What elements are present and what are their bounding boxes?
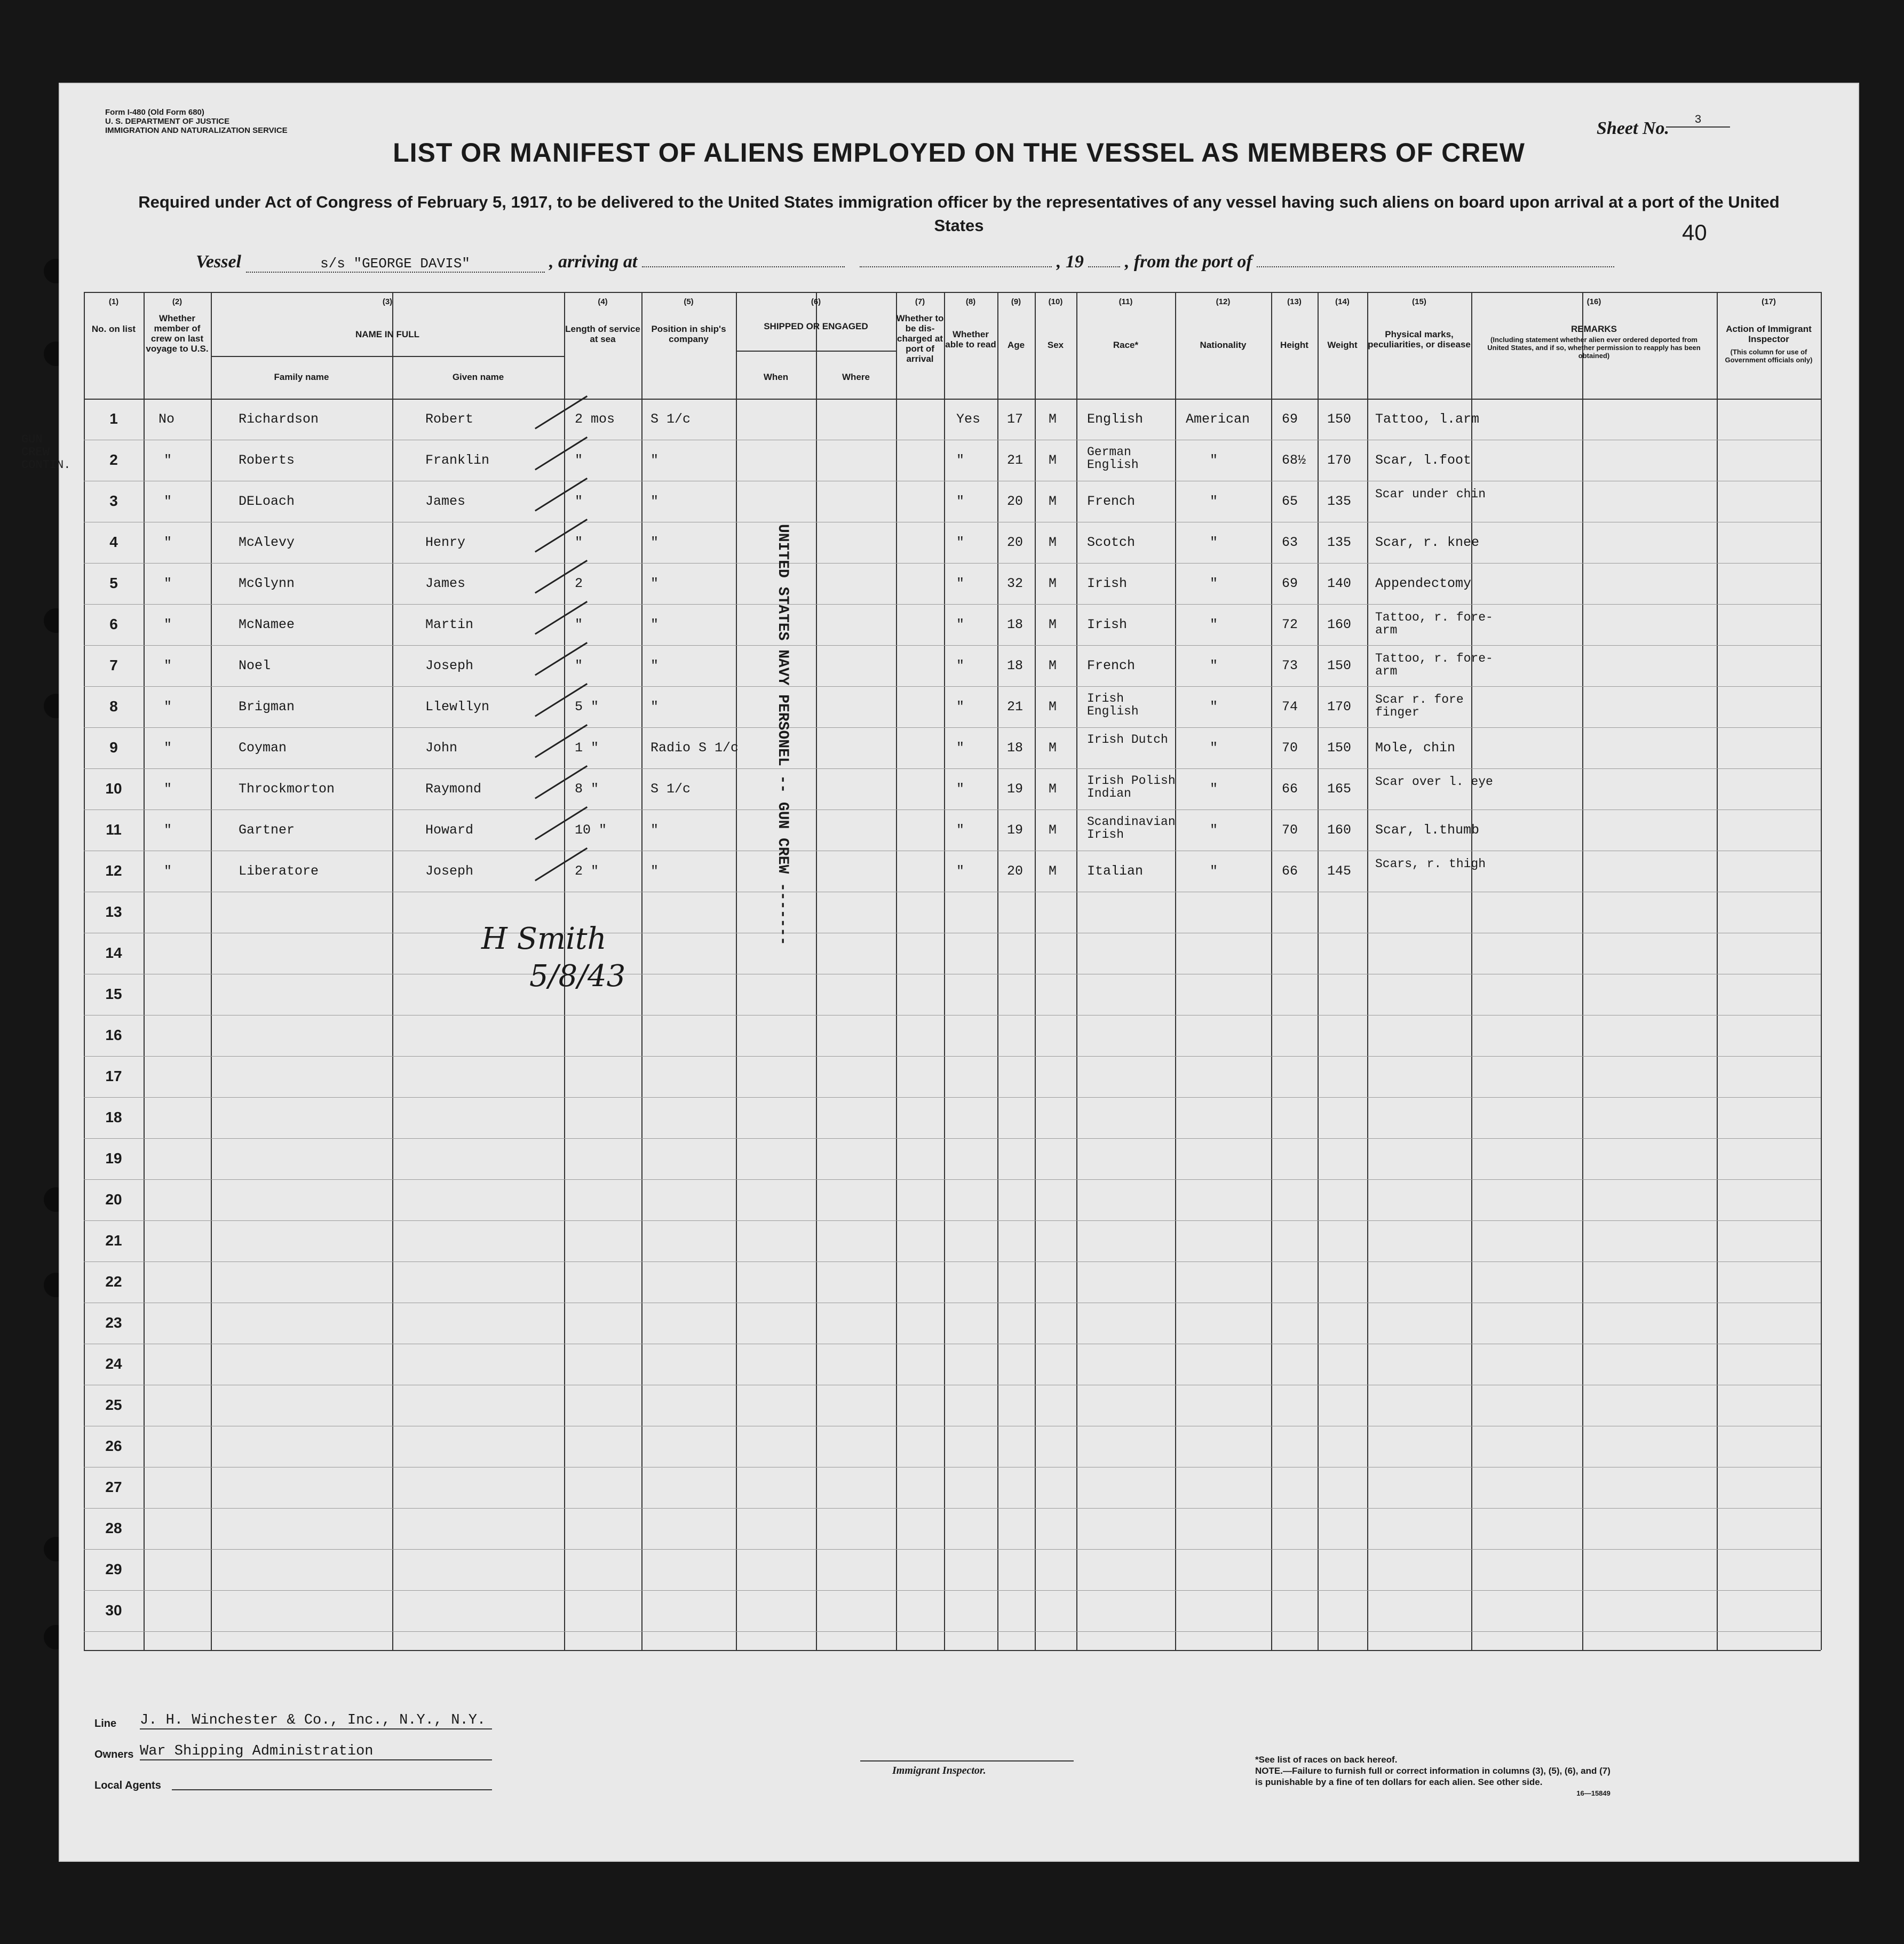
column-number: (8)	[965, 297, 976, 306]
cell-member-prev: No	[158, 411, 175, 427]
row-number: 13	[105, 903, 122, 920]
row-divider	[84, 1549, 1821, 1550]
year-label: , 19	[1056, 252, 1084, 272]
service: IMMIGRATION AND NATURALIZATION SERVICE	[105, 126, 288, 135]
header-no-on-list: No. on list	[91, 324, 136, 334]
row-number: 7	[109, 657, 118, 673]
cell-height: 66	[1282, 863, 1298, 879]
header-name-in-full: NAME IN FULL	[355, 329, 419, 339]
column-number: (2)	[172, 297, 183, 306]
form-number: Form I-480 (Old Form 680)	[105, 108, 204, 117]
cell-nationality: American	[1186, 411, 1250, 427]
cell-nationality: "	[1210, 617, 1218, 632]
year-field[interactable]	[1088, 266, 1120, 267]
cell-nationality: "	[1210, 822, 1218, 838]
column-number: (3)	[382, 297, 393, 306]
arriving-field[interactable]	[642, 266, 845, 267]
cell-position: "	[650, 699, 659, 715]
cell-nationality: "	[1210, 494, 1218, 509]
header-weight: Weight	[1327, 340, 1358, 350]
cell-age: 20	[1007, 863, 1024, 879]
cell-sex: M	[1049, 535, 1057, 550]
inspection-date: 5/8/43	[529, 959, 626, 994]
column-divider	[736, 292, 737, 1650]
cell-race: Irish Dutch	[1087, 733, 1168, 747]
sheet-number: 3	[1666, 113, 1730, 128]
cell-able-read: "	[956, 658, 965, 673]
cell-race: Irish Polish Indian	[1087, 774, 1176, 800]
cell-age: 18	[1007, 658, 1024, 673]
row-divider	[84, 645, 1821, 646]
cell-position: "	[650, 863, 659, 879]
cell-position: "	[650, 453, 659, 468]
column-number: (10)	[1048, 297, 1063, 306]
row-number: 11	[106, 821, 122, 838]
cell-height: 69	[1282, 576, 1298, 591]
row-number: 12	[105, 862, 122, 879]
cell-sex: M	[1049, 453, 1057, 468]
agents-field[interactable]	[172, 1776, 492, 1790]
header-action-sub: (This column for use of Government officials only)	[1725, 348, 1813, 364]
name-subheader-line	[211, 356, 564, 357]
row-divider	[84, 1590, 1821, 1591]
cell-physical-marks: Scars, r. thigh	[1375, 857, 1486, 871]
column-divider	[1175, 292, 1176, 1650]
header-family-name: Family name	[274, 372, 329, 382]
cell-family-name: Coyman	[239, 740, 287, 756]
cell-position: Radio S 1/c	[650, 740, 739, 756]
header-height: Height	[1280, 340, 1308, 350]
cell-family-name: Brigman	[239, 699, 295, 715]
row-number: 18	[105, 1109, 122, 1125]
cell-member-prev: "	[164, 822, 172, 838]
header-physical: Physical marks, peculiarities, or disease	[1368, 329, 1471, 350]
cell-given-name: Franklin	[425, 453, 490, 468]
column-divider	[896, 292, 897, 1650]
column-number: (1)	[108, 297, 119, 306]
row-number: 10	[105, 780, 122, 797]
cell-physical-marks: Mole, chin	[1375, 740, 1456, 756]
cell-able-read: "	[956, 453, 965, 468]
cell-weight: 135	[1327, 494, 1352, 509]
row-divider	[84, 1179, 1821, 1180]
cell-position: "	[650, 822, 659, 838]
cell-sex: M	[1049, 699, 1057, 715]
column-divider	[944, 292, 945, 1650]
row-number: 1	[109, 410, 118, 427]
cell-family-name: Gartner	[239, 822, 295, 838]
header-action: Action of Immigrant Inspector	[1726, 324, 1812, 344]
column-divider	[997, 292, 998, 1650]
header-discharged: Whether to be dis-charged at port of arrival	[896, 313, 944, 364]
cell-height: 70	[1282, 822, 1298, 838]
column-number: (14)	[1335, 297, 1350, 306]
header-remarks: REMARKS	[1571, 324, 1617, 334]
cell-age: 20	[1007, 535, 1024, 550]
cell-given-name: Joseph	[425, 863, 474, 879]
cell-sex: M	[1049, 822, 1057, 838]
cell-length-service: 8 "	[575, 781, 599, 797]
cell-height: 70	[1282, 740, 1298, 756]
header-where: Where	[842, 372, 870, 382]
cell-able-read: "	[956, 576, 965, 591]
cell-able-read: "	[956, 699, 965, 715]
owners-value[interactable]: War Shipping Administration	[140, 1743, 492, 1760]
table-bottom-border	[84, 1650, 1821, 1651]
cell-age: 21	[1007, 453, 1024, 468]
agents-label: Local Agents	[94, 1780, 161, 1791]
manifest-page	[21, 83, 1859, 1862]
row-divider	[84, 1138, 1821, 1139]
cell-age: 19	[1007, 822, 1024, 838]
cell-race: English	[1087, 411, 1144, 427]
cell-family-name: Noel	[239, 658, 271, 673]
cell-nationality: "	[1210, 658, 1218, 673]
cell-family-name: Roberts	[239, 453, 295, 468]
cell-able-read: "	[956, 863, 965, 879]
column-number: (7)	[915, 297, 925, 306]
inspector-signature-line[interactable]	[860, 1760, 1074, 1761]
cell-member-prev: "	[164, 535, 172, 550]
cell-able-read: Yes	[956, 411, 981, 427]
cell-sex: M	[1049, 863, 1057, 879]
table-header-bottom	[84, 399, 1821, 400]
column-divider	[641, 292, 642, 1650]
cell-weight: 145	[1327, 863, 1352, 879]
cell-race: Italian	[1087, 863, 1144, 879]
row-divider	[84, 686, 1821, 687]
cell-able-read: "	[956, 822, 965, 838]
row-number: 4	[109, 534, 118, 550]
cell-given-name: Llewllyn	[425, 699, 490, 715]
cell-length-service: 2	[575, 576, 583, 591]
row-number: 3	[109, 493, 118, 509]
gun-crew-note: GUN CREW CONTIN.	[21, 433, 71, 472]
cell-physical-marks: Tattoo, r. fore-arm	[1375, 610, 1493, 637]
arriving-label: , arriving at	[549, 252, 638, 272]
header-age: Age	[1007, 340, 1025, 350]
row-number: 19	[105, 1150, 122, 1167]
column-divider	[392, 292, 393, 1650]
cell-age: 21	[1007, 699, 1024, 715]
owners-label: Owners	[94, 1749, 134, 1760]
cell-nationality: "	[1210, 535, 1218, 550]
row-number: 22	[105, 1273, 122, 1290]
cell-race: Irish	[1087, 576, 1128, 591]
cell-member-prev: "	[164, 699, 172, 715]
header-nationality: Nationality	[1200, 340, 1247, 350]
cell-nationality: "	[1210, 781, 1218, 797]
column-number: (9)	[1011, 297, 1021, 306]
department: U. S. DEPARTMENT OF JUSTICE	[105, 117, 230, 126]
cell-sex: M	[1049, 494, 1057, 509]
inspector-initials: H Smith	[481, 922, 607, 956]
cell-family-name: Richardson	[239, 411, 319, 427]
row-number: 5	[109, 575, 118, 591]
cell-weight: 140	[1327, 576, 1352, 591]
row-divider	[84, 768, 1821, 769]
cell-position: "	[650, 658, 659, 673]
cell-height: 66	[1282, 781, 1298, 797]
cell-age: 18	[1007, 617, 1024, 632]
column-divider	[1318, 292, 1319, 1650]
header-race: Race*	[1113, 340, 1139, 350]
cell-position: S 1/c	[650, 781, 691, 797]
cell-age: 19	[1007, 781, 1024, 797]
row-number: 24	[105, 1355, 122, 1372]
cell-family-name: McAlevy	[239, 535, 295, 550]
column-divider	[1821, 292, 1822, 1650]
column-divider	[1717, 292, 1718, 1650]
cell-sex: M	[1049, 411, 1057, 427]
cell-able-read: "	[956, 740, 965, 756]
row-number: 15	[105, 986, 122, 1002]
cell-race: Scotch	[1087, 535, 1136, 550]
cell-weight: 170	[1327, 699, 1352, 715]
cell-member-prev: "	[164, 576, 172, 591]
cell-able-read: "	[956, 535, 965, 550]
cell-sex: M	[1049, 658, 1057, 673]
cell-length-service: "	[575, 535, 583, 550]
cell-length-service: 2 mos	[575, 411, 615, 427]
row-number: 23	[105, 1314, 122, 1331]
cell-sex: M	[1049, 740, 1057, 756]
row-divider	[84, 1220, 1821, 1221]
cell-family-name: McGlynn	[239, 576, 295, 591]
table-top-border	[84, 292, 1821, 293]
cell-height: 74	[1282, 699, 1298, 715]
cell-sex: M	[1049, 781, 1057, 797]
form-id-block	[105, 108, 288, 135]
vessel-label: Vessel	[196, 252, 241, 272]
column-number: (6)	[811, 297, 821, 306]
vessel-name-field[interactable]: s/s "GEORGE DAVIS"	[246, 256, 545, 273]
cell-length-service: 10 "	[575, 822, 607, 838]
cell-member-prev: "	[164, 617, 172, 632]
column-divider	[1076, 292, 1077, 1650]
row-number: 25	[105, 1396, 122, 1413]
cell-member-prev: "	[164, 740, 172, 756]
header-when: When	[763, 372, 789, 382]
cell-length-service: "	[575, 658, 583, 673]
row-divider	[84, 1261, 1821, 1262]
footer-note: *See list of races on back hereof. NOTE.—Failure to furnish full or correct information in columns (3), (5), (6), and (7) is punishable by a fine of ten dollars for each alien. See other side. 16—15849	[1255, 1755, 1611, 1797]
cell-nationality: "	[1210, 740, 1218, 756]
cell-age: 32	[1007, 576, 1024, 591]
column-divider	[84, 292, 85, 1650]
header-sex: Sex	[1047, 340, 1064, 350]
row-number: 2	[109, 451, 118, 468]
cell-nationality: "	[1210, 699, 1218, 715]
cell-race: Irish	[1087, 617, 1128, 632]
cell-member-prev: "	[164, 453, 172, 468]
cell-position: "	[650, 535, 659, 550]
cell-weight: 160	[1327, 617, 1352, 632]
line-value[interactable]: J. H. Winchester & Co., Inc., N.Y., N.Y.	[140, 1712, 492, 1729]
cell-race: Scandinavian Irish	[1087, 815, 1176, 842]
cell-position: "	[650, 617, 659, 632]
cell-given-name: James	[425, 494, 466, 509]
page-subtitle: Required under Act of Congress of February 5, 1917, to be delivered to the United States immigration officer by the representatives of any vessel having such aliens on board upon arrival at a port of the United States	[138, 193, 1780, 235]
row-number: 9	[109, 739, 118, 756]
row-number: 29	[105, 1561, 122, 1577]
cell-race: German English	[1087, 445, 1139, 472]
column-divider	[1035, 292, 1036, 1650]
navy-personnel-note: UNITED STATES NAVY PERSONEL -- GUN CREW -------	[774, 524, 791, 946]
cell-height: 69	[1282, 411, 1298, 427]
row-number: 16	[105, 1027, 122, 1043]
cell-physical-marks: Scar, r. knee	[1375, 535, 1480, 550]
cell-family-name: Liberatore	[239, 863, 319, 879]
column-divider	[144, 292, 145, 1650]
cell-weight: 135	[1327, 535, 1352, 550]
cell-length-service: 1 "	[575, 740, 599, 756]
arrival-date-field[interactable]	[860, 266, 1052, 267]
row-number: 28	[105, 1520, 122, 1536]
column-number: (11)	[1118, 297, 1133, 306]
row-number: 14	[105, 945, 122, 961]
page-title: LIST OR MANIFEST OF ALIENS EMPLOYED ON THE VESSEL AS MEMBERS OF CREW	[393, 138, 1525, 168]
cell-height: 73	[1282, 658, 1298, 673]
header-given-name: Given name	[452, 372, 504, 382]
header-shipped: SHIPPED OR ENGAGED	[764, 321, 868, 331]
column-number: (15)	[1412, 297, 1426, 306]
cell-nationality: "	[1210, 863, 1218, 879]
header-length-service: Length of service at sea	[565, 324, 640, 344]
header-position: Position in ship's company	[651, 324, 726, 344]
cell-given-name: Martin	[425, 617, 474, 632]
cell-weight: 160	[1327, 822, 1352, 838]
row-number: 26	[105, 1438, 122, 1454]
row-divider	[84, 604, 1821, 605]
cell-age: 20	[1007, 494, 1024, 509]
cell-race: French	[1087, 658, 1136, 673]
cell-able-read: "	[956, 617, 965, 632]
cell-physical-marks: Tattoo, r. fore-arm	[1375, 652, 1493, 678]
row-number: 30	[105, 1602, 122, 1618]
cell-height: 68½	[1282, 453, 1306, 468]
cell-given-name: Joseph	[425, 658, 474, 673]
cell-family-name: McNamee	[239, 617, 295, 632]
header-remarks-sub: (Including statement whether alien ever ordered deported from United States, and if so, whether permission to reapply has been obtained)	[1487, 336, 1701, 360]
cell-height: 63	[1282, 535, 1298, 550]
row-divider	[84, 1631, 1821, 1632]
row-divider	[84, 1097, 1821, 1098]
cell-weight: 150	[1327, 658, 1352, 673]
cell-weight: 150	[1327, 740, 1352, 756]
row-divider	[84, 1508, 1821, 1509]
from-port-label: , from the port of	[1124, 252, 1252, 272]
cell-length-service: "	[575, 453, 583, 468]
header-member-prev: Whether member of crew on last voyage to U.S.	[146, 313, 209, 354]
cell-nationality: "	[1210, 576, 1218, 591]
header-able-read: Whether able to read	[945, 329, 996, 350]
cell-sex: M	[1049, 617, 1057, 632]
page-number: 40	[1682, 220, 1707, 245]
cell-physical-marks: Scar, l.foot	[1375, 453, 1472, 468]
shipped-subheader-line	[736, 351, 896, 352]
column-divider	[1271, 292, 1272, 1650]
column-number: (17)	[1762, 297, 1776, 306]
cell-race: French	[1087, 494, 1136, 509]
cell-given-name: Robert	[425, 411, 474, 427]
row-divider	[84, 563, 1821, 564]
cell-physical-marks: Scar, l.thumb	[1375, 822, 1480, 838]
cell-physical-marks: Scar r. fore finger	[1375, 693, 1464, 719]
cell-height: 65	[1282, 494, 1298, 509]
cell-race: Irish English	[1087, 692, 1139, 718]
sheet-label: Sheet No.	[1597, 118, 1669, 138]
cell-able-read: "	[956, 494, 965, 509]
cell-weight: 150	[1327, 411, 1352, 427]
row-number: 21	[105, 1232, 122, 1249]
cell-age: 18	[1007, 740, 1024, 756]
inspector-label: Immigrant Inspector.	[892, 1765, 986, 1776]
row-number: 17	[105, 1068, 122, 1084]
column-divider	[1367, 292, 1368, 1650]
column-divider	[211, 292, 212, 1650]
cell-family-name: DELoach	[239, 494, 295, 509]
cell-length-service: "	[575, 617, 583, 632]
column-number: (16)	[1586, 297, 1601, 306]
cell-weight: 165	[1327, 781, 1352, 797]
cell-position: S 1/c	[650, 411, 691, 427]
cell-height: 72	[1282, 617, 1298, 632]
cell-given-name: Raymond	[425, 781, 482, 797]
cell-given-name: Henry	[425, 535, 466, 550]
row-number: 27	[105, 1479, 122, 1495]
cell-weight: 170	[1327, 453, 1352, 468]
from-port-field[interactable]	[1257, 266, 1614, 267]
row-number: 6	[109, 616, 118, 632]
cell-given-name: John	[425, 740, 458, 756]
column-number: (13)	[1287, 297, 1302, 306]
cell-member-prev: "	[164, 494, 172, 509]
cell-family-name: Throckmorton	[239, 781, 335, 797]
cell-physical-marks: Appendectomy	[1375, 576, 1472, 591]
cell-position: "	[650, 576, 659, 591]
cell-nationality: "	[1210, 453, 1218, 468]
cell-member-prev: "	[164, 863, 172, 879]
line-label: Line	[94, 1718, 117, 1729]
cell-given-name: James	[425, 576, 466, 591]
column-number: (4)	[598, 297, 608, 306]
cell-member-prev: "	[164, 781, 172, 797]
column-divider	[816, 292, 817, 1650]
cell-physical-marks: Scar under chin	[1375, 487, 1486, 501]
cell-able-read: "	[956, 781, 965, 797]
cell-length-service: 5 "	[575, 699, 599, 715]
cell-age: 17	[1007, 411, 1024, 427]
cell-length-service: "	[575, 494, 583, 509]
row-number: 20	[105, 1191, 122, 1208]
column-number: (12)	[1216, 297, 1231, 306]
cell-given-name: Howard	[425, 822, 474, 838]
column-divider	[1582, 292, 1583, 1650]
row-divider	[84, 1056, 1821, 1057]
row-number: 8	[109, 698, 118, 715]
column-number: (5)	[684, 297, 694, 306]
row-divider	[84, 727, 1821, 728]
cell-sex: M	[1049, 576, 1057, 591]
cell-member-prev: "	[164, 658, 172, 673]
cell-position: "	[650, 494, 659, 509]
cell-physical-marks: Tattoo, l.arm	[1375, 411, 1480, 427]
cell-length-service: 2 "	[575, 863, 599, 879]
vessel-line	[196, 252, 1614, 273]
cell-physical-marks: Scar over l. eye	[1375, 775, 1493, 789]
